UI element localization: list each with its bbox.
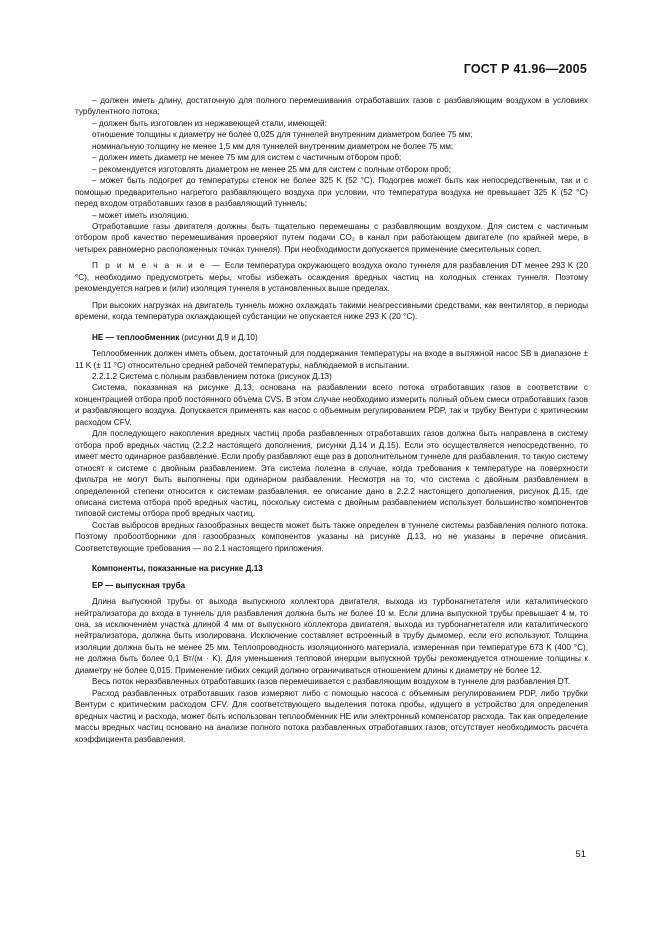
page-number: 51	[575, 849, 586, 860]
section-heading: 2.2.1.2 Система с полным разбавлением потока (рисунок Д.13)	[92, 371, 332, 381]
paragraph: номинальную толщину не менее 1,5 мм для туннелей внутренним диаметром не более 75 мм;	[92, 141, 454, 151]
paragraph: Теплообменник должен иметь объем, достаточный для поддержания температуры на входе в вытяжной насос SB в диапазоне ± 11 K (± 11 °C) относительно средней рабочей температуры, наблюдаемой в испытании.	[75, 349, 588, 370]
note-label: П р и м е ч а н и е —	[92, 261, 223, 271]
paragraph: – должен иметь длину, достаточную для полного перемешивания отработавших газов с разбавляющим воздухом в условиях турбулентного потока;	[75, 96, 588, 117]
paragraph: Состав выбросов вредных газообразных веществ может быть также определен в туннеле системы разбавления полного потока. Поэтому пробоотборники для газообразных компонентов указаны на рисунке Д.13, но не указаны в перечне описания. Соответствующие требования — по 2.1 настоящего приложения.	[75, 520, 588, 553]
document-body	[75, 95, 588, 745]
paragraph: – может иметь изоляцию.	[92, 210, 189, 220]
ep-heading: EP — выпускная труба	[92, 580, 186, 590]
paragraph: Отработавшие газы двигателя должны быть тщательно перемешаны с разбавляющим воздухом. Для систем с частичным отбором проб качество перемешивания проверяют путем подачи CO₂ в канал при работающем двигателе (по крайней мере, в четырех равномерно расположенных точках туннеля). При необходимости допускается применение смесительных сопел.	[75, 221, 588, 254]
paragraph: – рекомендуется изготовлять диаметром не менее 25 мм для систем с полным отбором проб;	[92, 164, 451, 174]
paragraph: отношение толщины к диаметру не более 0,025 для туннелей внутренним диаметром более 75 мм;	[92, 130, 473, 140]
note-text: Если температура окружающего воздуха около туннеля для разбавления DT менее 293 K (20 °C), необходимо предусмотреть меры, чтобы избежать осаждения вредных частиц на холодных стенках туннеля. Поэтому рекомендуется нагрев и (или) изоляция туннеля в установленных выше пределах.	[75, 261, 588, 294]
components-heading: Компоненты, показанные на рисунке Д.13	[92, 564, 263, 574]
document-header: ГОСТ Р 41.96—2005	[463, 62, 587, 76]
he-heading	[75, 332, 588, 343]
he-heading-title: HE — теплообменник	[92, 332, 180, 342]
paragraph: Весь поток неразбавленных отработавших газов перемешивается с разбавляющим воздухом в туннеле для разбавления DT.	[92, 677, 571, 687]
paragraph: – должен быть изготовлен из нержавеющей стали, имеющей:	[92, 118, 327, 128]
paragraph: Расход разбавленных отработавших газов измеряют либо с помощью насоса с объемным регулированием PDP, либо трубки Вентури с критическим расходом CFV. Для соответствующего выделения потока пробы, идущего в устройство для определения вредных частиц и расхода, может быть использован теплообменник HE или электронный компенсатор расхода. Так как определение массы вредных частиц основано на анализе полного потока разбавленных отработавших газов, отсутствует необходимость расчета коэффициента разбавления.	[75, 688, 588, 744]
paragraph: При высоких нагрузках на двигатель туннель можно охлаждать такими неагрессивными средствами, как вентилятор, в периоды времени, когда температура охлаждающей субстанции не опускается ниже 293 K (20 °C).	[75, 300, 588, 322]
paragraph: Система, показанная на рисунке Д.13, основана на разбавлении всего потока отработавших газов в соответствии с концентрацией отбора проб постоянного объема CVS. В этом случае необходимо измерить полный объем смеси отработавших газов и разбавляющего воздуха. Допускается применять как насос с объемным регулированием PDP, так и трубку Вентури с критическим расходом CFV.	[75, 383, 588, 427]
paragraph: Длина выпускной трубы от выхода выпускного коллектора двигателя, выхода из турбонагнетателя или каталитического нейтрализатора до входа в туннель для разбавления должна быть не более 10 м. Если длина выпускной трубы превышает 4 м, то она, за исключением участка длиной 4 мм от выпускного коллектора двигателя, выхода из турбонагнетателя или каталитического нейтрализатора, должна быть изолирована. Исключение составляет встроенный в трубу дымомер, если его используют. Толщина изоляции должна быть не менее 25 мм. Теплопроводность изоляционного материала, измеренная при температуре 673 K (400 °C), не должна быть более 0,1 Вт/(м · K). Для уменьшения тепловой инерции выпускной трубы рекомендуется отношение толщины к диаметру не более 0,015. Применение гибких секций должно ограничиваться отношением длины к диаметру не более 12.	[75, 597, 588, 675]
paragraph: Для последующего накопления вредных частиц проба разбавленных отработавших газов должна быть направлена в систему отбора проб вредных частиц (2.2.2 настоящего дополнения, рисунки Д.14 и Д.15). Если это осуществляется непосредственно, то имеет место одинарное разбавление. Если пробу разбавляют еще раз в дополнительном туннеле для разбавления, то такую систему относят к системе с двойным разбавлением. Эта система полезна в случае, когда требования к температуре на поверхности фильтра не могут быть выполнены при одинарном разбавлении. Несмотря на то, что система с двойным разбавлением в определенной степени относится к системам разбавления, ее описание дано в 2.2.2 настоящего дополнения, рисунок Д.15, где описана система отбора проб вредных частиц, поскольку система с двойным разбавлением использует большинство компонентов типовой системы отбора проб вредных частиц.	[75, 429, 588, 519]
paragraph: – должен иметь диаметр не менее 75 мм для систем с частичным отбором проб;	[92, 153, 402, 163]
paragraph: – может быть подогрет до температуры стенок не более 325 K (52 °C). Подогрев может быть как непосредственным, так и с помощью предварительно нагретого разбавляющего воздуха при условии, что температура воздуха не превышает 325 K (52 °C) перед входом отработавших газов в разбавляющий туннель;	[75, 176, 588, 209]
he-heading-ref: (рисунки Д.9 и Д.10)	[179, 332, 258, 342]
note-paragraph	[75, 260, 588, 294]
